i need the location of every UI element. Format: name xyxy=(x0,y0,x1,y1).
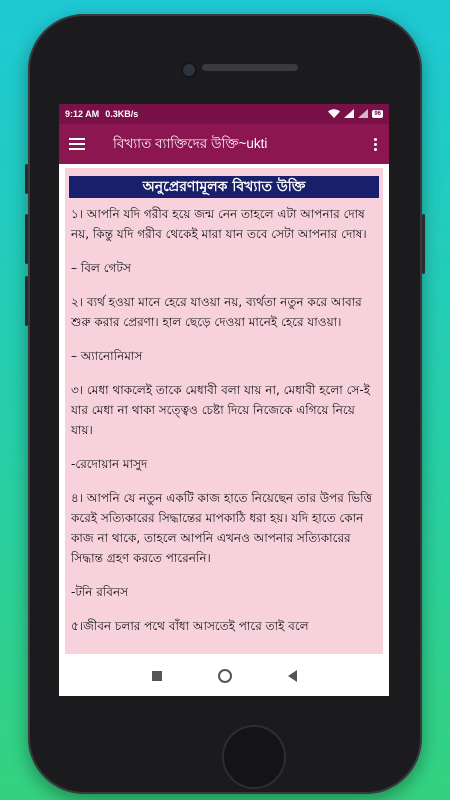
home-button[interactable] xyxy=(222,725,286,789)
wifi-icon xyxy=(328,109,340,120)
volume-down-button xyxy=(25,276,28,326)
quote-text: ২। ব্যর্থ হওয়া মানে হেরে যাওয়া নয়, ব্যর্থতা নতুন করে আবার শুরু করার প্রেরণা। হাল ছেড়ে দেওয়া মানেই হেরে যাওয়া। xyxy=(71,295,362,329)
recent-apps-icon[interactable] xyxy=(152,671,162,681)
quote-text: ১। আপনি যদি গরীব হয়ে জন্ম নেন তাহলে এটা আপনার দোষ নয়, কিন্তু যদি গরীব থেকেই মারা যান তবে সেটা আপনার দোষ। xyxy=(71,207,367,241)
quote-author: -রেদোয়ান মাসুদ xyxy=(71,457,148,471)
mute-switch xyxy=(25,164,28,194)
power-button xyxy=(422,214,425,274)
back-icon[interactable] xyxy=(288,670,297,682)
status-bar xyxy=(59,104,389,124)
signal-icon xyxy=(344,109,354,120)
hamburger-menu-icon[interactable] xyxy=(69,138,85,150)
app-toolbar xyxy=(59,124,389,164)
quote-text: ৪। আপনি যে নতুন একটি কাজ হাতে নিয়েছেন তার উপর ভিত্তি করেই সত্যিকারের সিদ্ধান্তের মাপকাঠি ধরা হয়। যদি হাতে কোন কাজ না থাকে, তাহলে আপনি এখনও আপনার সত্যিকারের সিদ্ধান্ত গ্রহণ করতে পারেননি। xyxy=(71,491,373,565)
quote-author: – অ্যানোনিমাস xyxy=(71,349,143,363)
quote-author: -টনি রবিনস xyxy=(71,585,129,599)
status-time: 9:12 AM xyxy=(65,109,100,119)
quote-text: ৫।জীবন চলার পথে বাঁধা আসতেই পারে তাই বলে xyxy=(71,619,309,633)
page-heading: অনুপ্রেরণামূলক বিখ্যাত উক্তি xyxy=(69,176,379,198)
more-options-icon[interactable] xyxy=(372,138,379,151)
android-nav-bar xyxy=(59,656,389,696)
front-camera xyxy=(183,64,195,76)
quote-author: – বিল গেটস xyxy=(71,261,131,275)
signal-icon-2 xyxy=(358,109,368,120)
battery-icon: 96 xyxy=(374,111,381,117)
quotes-text xyxy=(65,198,383,636)
status-speed: 0.3KB/s xyxy=(105,109,139,119)
earpiece-speaker xyxy=(202,64,298,71)
app-title: বিখ্যাত ব্যাক্তিদের উক্তি~ukti xyxy=(113,135,268,151)
phone-screen xyxy=(59,104,389,696)
quote-text: ৩। মেধা থাকলেই তাকে মেধাবী বলা যায় না, মেধাবী হলো সে-ই যার মেধা না থাকা সত্ত্বেও চেষ্টা দিয়ে নিজেকে এগিয়ে নিয়ে যায়। xyxy=(71,383,370,437)
quote-content-area[interactable] xyxy=(65,168,383,654)
home-icon[interactable] xyxy=(218,669,232,683)
volume-up-button xyxy=(25,214,28,264)
